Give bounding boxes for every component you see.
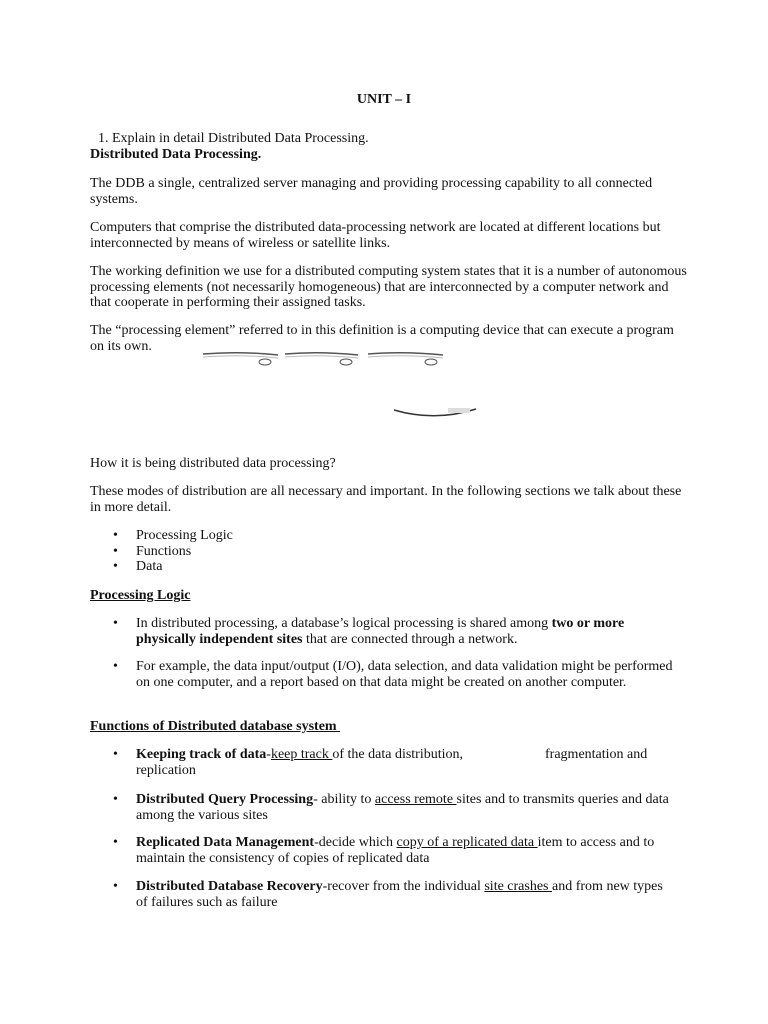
item-title: Distributed Query Processing: [136, 792, 314, 807]
item-text: that are connected through a network.: [302, 631, 518, 647]
question-text: Explain in detail Distributed Data Processing.: [112, 131, 369, 146]
functions-list-3: [113, 835, 673, 866]
item-title: Keeping track of data: [136, 747, 267, 762]
curve-mark: [394, 408, 476, 416]
item-emphasis: two or more physically independent sites: [136, 616, 625, 647]
unit-title: UNIT – I: [356, 92, 412, 107]
processing-logic-list: [113, 616, 673, 647]
list-item: [113, 835, 673, 866]
item-text: and from new types of failures such as failure: [136, 879, 663, 910]
list-item: • Processing Logic: [113, 528, 673, 544]
item-underline: access remote: [374, 792, 457, 807]
paragraph-definition: The working definition we use for a distributed computing system states that it is a number of autonomous processing elements (not necessarily homogeneous) that are interconnected by a computer network and that cooperate in performing their assigned tasks.: [90, 264, 687, 310]
decorative-scroll-marks: [0, 0, 768, 430]
item-underline: site crashes: [484, 879, 553, 894]
functions-list-4: [113, 879, 673, 910]
item-sep: - ability to: [313, 792, 375, 807]
item-sep: -: [266, 747, 271, 762]
list-item: [113, 747, 673, 778]
paragraph-processing-element: The “processing element” referred to in this definition is a computing device that can execute a program on its own.: [90, 323, 674, 354]
item-extra: fragmentation and replication: [136, 747, 648, 778]
functions-list-2: [113, 792, 673, 823]
paragraph-computers: Computers that comprise the distributed data-processing network are located at different locations but interconnected by means of wireless or satellite links.: [90, 220, 661, 251]
scroll-mark-1: [203, 353, 278, 365]
modes-list: [113, 528, 673, 575]
item-text: item to access and to maintain the consistency of copies of replicated data: [136, 835, 655, 866]
item-sep: -decide which: [314, 835, 397, 850]
list-item: [113, 616, 673, 647]
how-question: How it is being distributed data processing?: [90, 456, 336, 471]
modes-paragraph: These modes of distribution are all necessary and important. In the following sections we talk about these in more detail.: [90, 484, 682, 515]
list-item: • For example, the data input/output (I/O), data selection, and data validation might be performed on one computer, and a report based on that data might be created on another computer.: [113, 659, 673, 690]
list-item: • Data: [113, 559, 673, 575]
item-text: In distributed processing, a database’s logical processing is shared among: [136, 616, 552, 631]
item-sep: -recover from the individual: [322, 879, 485, 894]
section-heading: Distributed Data Processing.: [90, 147, 262, 162]
list-item: [113, 879, 673, 910]
scroll-mark-2: [285, 353, 358, 365]
paragraph-ddb: The DDB a single, centralized server managing and providing processing capability to all connected systems.: [90, 176, 653, 207]
item-underline: copy of a replicated data: [396, 835, 538, 850]
question-number: 1.: [98, 131, 109, 146]
processing-logic-heading: Processing Logic: [90, 588, 191, 603]
processing-logic-list-2: [113, 659, 673, 690]
item-text: of the data distribution,: [332, 747, 464, 762]
list-item: • Functions: [113, 544, 673, 560]
item-underline: keep track: [270, 747, 333, 762]
item-text: sites and to transmits queries and data among the various sites: [136, 792, 669, 823]
list-item: [113, 792, 673, 823]
functions-list-1: [113, 747, 673, 778]
scroll-mark-3: [368, 353, 443, 365]
item-title: Replicated Data Management: [136, 835, 315, 850]
functions-heading: Functions of Distributed database system: [90, 719, 341, 734]
item-title: Distributed Database Recovery: [136, 879, 323, 894]
